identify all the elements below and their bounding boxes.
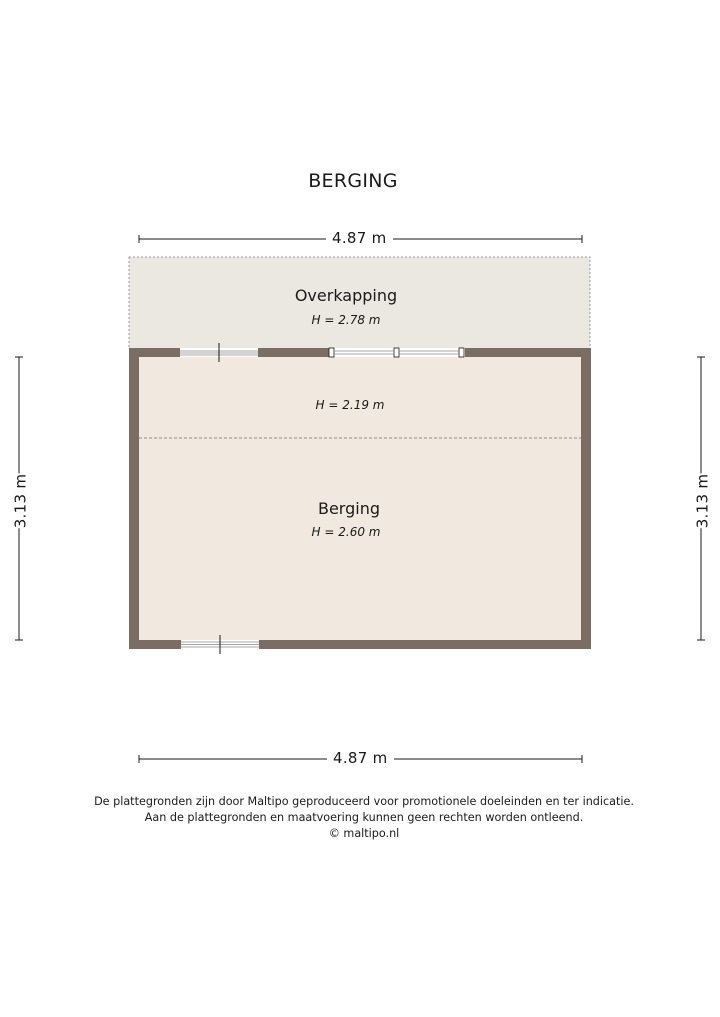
left-depth-label: 3.13 m — [7, 474, 33, 529]
overkapping-name: Overkapping — [294, 286, 398, 305]
disclaimer-line-2: Aan de plattegronden en maatvoering kunnen geen rechten worden ontleend. — [144, 811, 584, 824]
berging-height: H = 2.60 m — [311, 525, 381, 539]
bottom-width-label: 4.87 m — [327, 749, 394, 767]
plan-title: BERGING — [308, 170, 398, 192]
disclaimer — [0, 794, 720, 842]
top-width-label: 4.87 m — [326, 229, 393, 247]
disclaimer-line-1: De plattegronden zijn door Maltipo geproduceerd voor promotionele doeleinden en ter indicatie. — [94, 795, 634, 808]
berging-name: Berging — [317, 499, 380, 518]
right-depth-label: 3.13 m — [689, 474, 715, 529]
upper-zone-height: H = 2.19 m — [315, 398, 385, 412]
overkapping-height: H = 2.78 m — [311, 313, 381, 327]
disclaimer-line-3: © maltipo.nl — [328, 827, 400, 840]
window-top-right — [329, 348, 465, 357]
